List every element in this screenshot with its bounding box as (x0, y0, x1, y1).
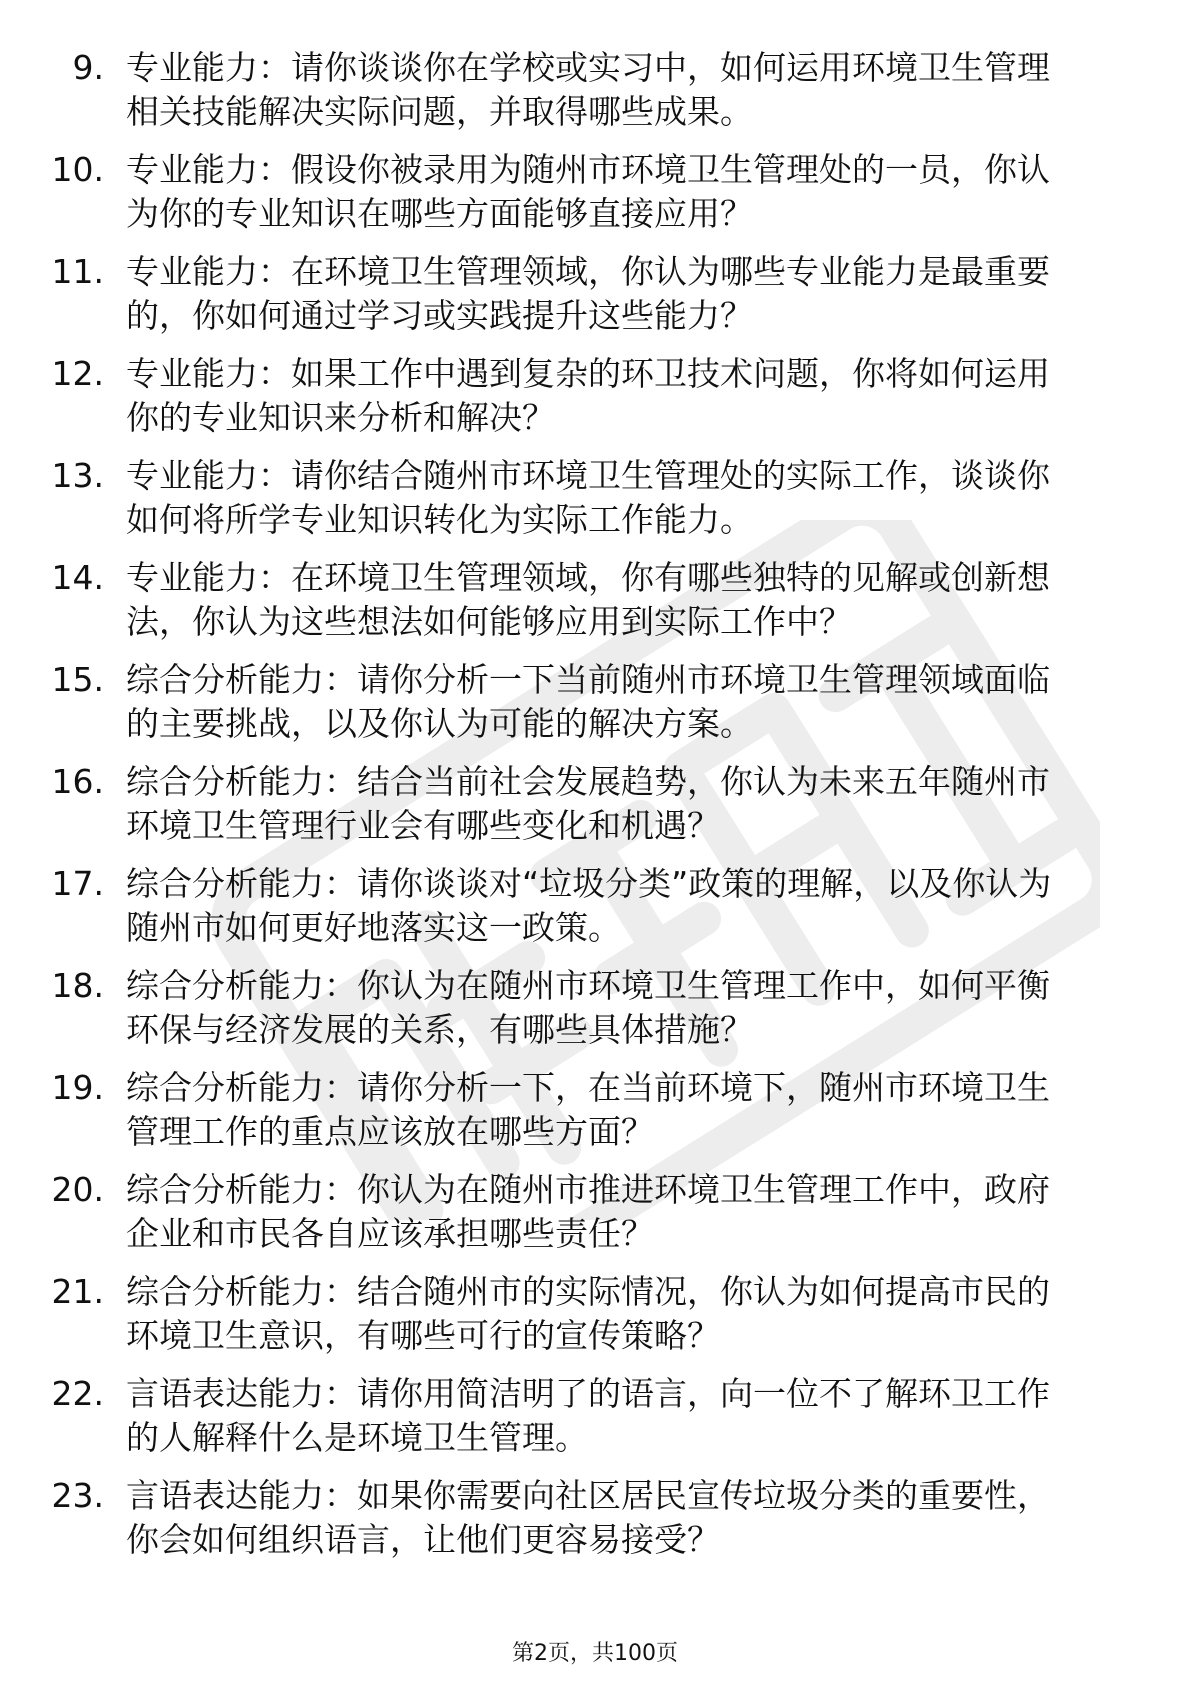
question-text: 综合分析能力：结合随州市的实际情况，你认为如何提高市民的 环境卫生意识，有哪些可行的宣传策略？ (126, 1272, 1050, 1355)
page-indicator: 第2页，共100页 (512, 1641, 678, 1666)
question-number: 11. (51, 252, 104, 291)
list-item (0, 250, 1190, 352)
list-item (0, 148, 1190, 250)
question-number: 12. (51, 354, 104, 393)
question-text: 言语表达能力：请你用简洁明了的语言，向一位不了解环卫工作 的人解释什么是环境卫生管理。 (126, 1374, 1050, 1457)
question-number: 14. (51, 558, 104, 597)
question-text: 专业能力：请你谈谈你在学校或实习中，如何运用环境卫生管理 相关技能解决实际问题，并取得哪些成果。 (126, 48, 1050, 131)
question-text: 专业能力：请你结合随州市环境卫生管理处的实际工作，谈谈你 如何将所学专业知识转化为实际工作能力。 (126, 456, 1050, 539)
question-text: 专业能力：假设你被录用为随州市环境卫生管理处的一员，你认 为你的专业知识在哪些方面能够直接应用？ (126, 150, 1050, 233)
question-number: 20. (51, 1170, 104, 1209)
list-item (0, 658, 1190, 760)
question-text: 综合分析能力：你认为在随州市推进环境卫生管理工作中，政府 企业和市民各自应该承担哪些责任？ (126, 1170, 1050, 1253)
question-number: 22. (51, 1374, 104, 1413)
list-item (0, 556, 1190, 658)
question-number: 21. (51, 1272, 104, 1311)
question-text: 专业能力：在环境卫生管理领域，你有哪些独特的见解或创新想 法，你认为这些想法如何能够应用到实际工作中？ (126, 558, 1050, 641)
question-number: 18. (51, 966, 104, 1005)
list-item (0, 1372, 1190, 1474)
page-footer (0, 1640, 1190, 1668)
list-item (0, 1168, 1190, 1270)
question-text: 综合分析能力：请你谈谈对“垃圾分类”政策的理解，以及你认为 随州市如何更好地落实这一政策。 (126, 864, 1052, 947)
question-number: 10. (51, 150, 104, 189)
list-item (0, 454, 1190, 556)
question-number: 23. (51, 1476, 104, 1515)
question-text: 言语表达能力：如果你需要向社区居民宣传垃圾分类的重要性， 你会如何组织语言，让他们更容易接受？ (126, 1476, 1050, 1559)
question-number: 9. (72, 48, 104, 87)
question-text: 综合分析能力：结合当前社会发展趋势，你认为未来五年随州市 环境卫生管理行业会有哪些变化和机遇？ (126, 762, 1050, 845)
question-list (0, 46, 1190, 1576)
question-number: 16. (51, 762, 104, 801)
question-number: 19. (51, 1068, 104, 1107)
question-text: 综合分析能力：你认为在随州市环境卫生管理工作中，如何平衡 环保与经济发展的关系，有哪些具体措施？ (126, 966, 1050, 1049)
list-item (0, 46, 1190, 148)
list-item (0, 964, 1190, 1066)
question-text: 综合分析能力：请你分析一下，在当前环境下，随州市环境卫生 管理工作的重点应该放在哪些方面？ (126, 1068, 1050, 1151)
list-item (0, 352, 1190, 454)
question-number: 13. (51, 456, 104, 495)
list-item (0, 1066, 1190, 1168)
list-item (0, 862, 1190, 964)
question-number: 17. (51, 864, 104, 903)
question-number: 15. (51, 660, 104, 699)
list-item (0, 1270, 1190, 1372)
list-item (0, 760, 1190, 862)
question-text: 专业能力：如果工作中遇到复杂的环卫技术问题，你将如何运用 你的专业知识来分析和解决？ (126, 354, 1050, 437)
list-item (0, 1474, 1190, 1576)
question-text: 综合分析能力：请你分析一下当前随州市环境卫生管理领域面临 的主要挑战，以及你认为可能的解决方案。 (126, 660, 1050, 743)
question-text: 专业能力：在环境卫生管理领域，你认为哪些专业能力是最重要 的，你如何通过学习或实践提升这些能力？ (126, 252, 1050, 335)
